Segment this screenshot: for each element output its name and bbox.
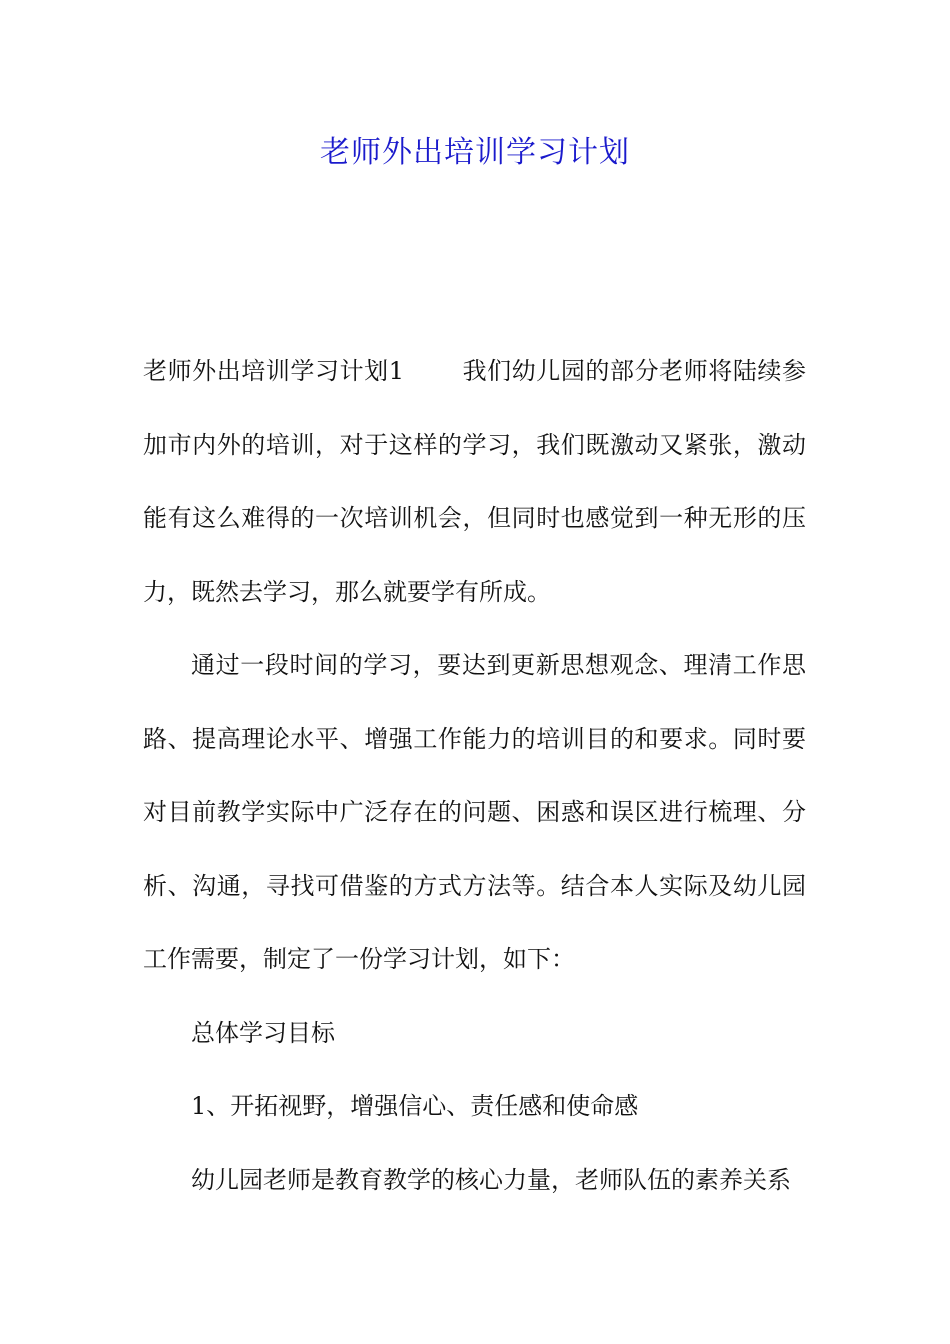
section-heading-overall-goals: 总体学习目标 bbox=[191, 1018, 335, 1047]
document-title: 老师外出培训学习计划 bbox=[320, 135, 630, 170]
paragraph-goals-overview: 通过一段时间的学习，要达到更新思想观念、理清工作思路、提高理论水平、增强工作能力的培训目的和要求。同时要对目前教学实际中广泛存在的问题、困惑和误区进行梳理、分析、沟通，寻找可借鉴的方式方法等。结合本人实际及幼儿园工作需要，制定了一份学习计划，如下： bbox=[143, 651, 806, 973]
paragraph-intro bbox=[143, 335, 806, 629]
document-body bbox=[143, 335, 806, 1217]
plan-heading-inline: 老师外出培训学习计划1 bbox=[143, 357, 404, 385]
list-item-1: 1、开拓视野，增强信心、责任感和使命感 bbox=[191, 1092, 639, 1120]
paragraph-teacher-role: 幼儿园老师是教育教学的核心力量，老师队伍的素养关系 bbox=[191, 1165, 791, 1194]
paragraph-text: 我们幼儿园的部分老师将陆续参加市内外的培训，对于这样的学习，我们既激动又紧张，激动能有这么难得的一次培训机会，但同时也感觉到一种无形的压力，既然去学习，那么就要学有所成。 bbox=[143, 357, 807, 606]
